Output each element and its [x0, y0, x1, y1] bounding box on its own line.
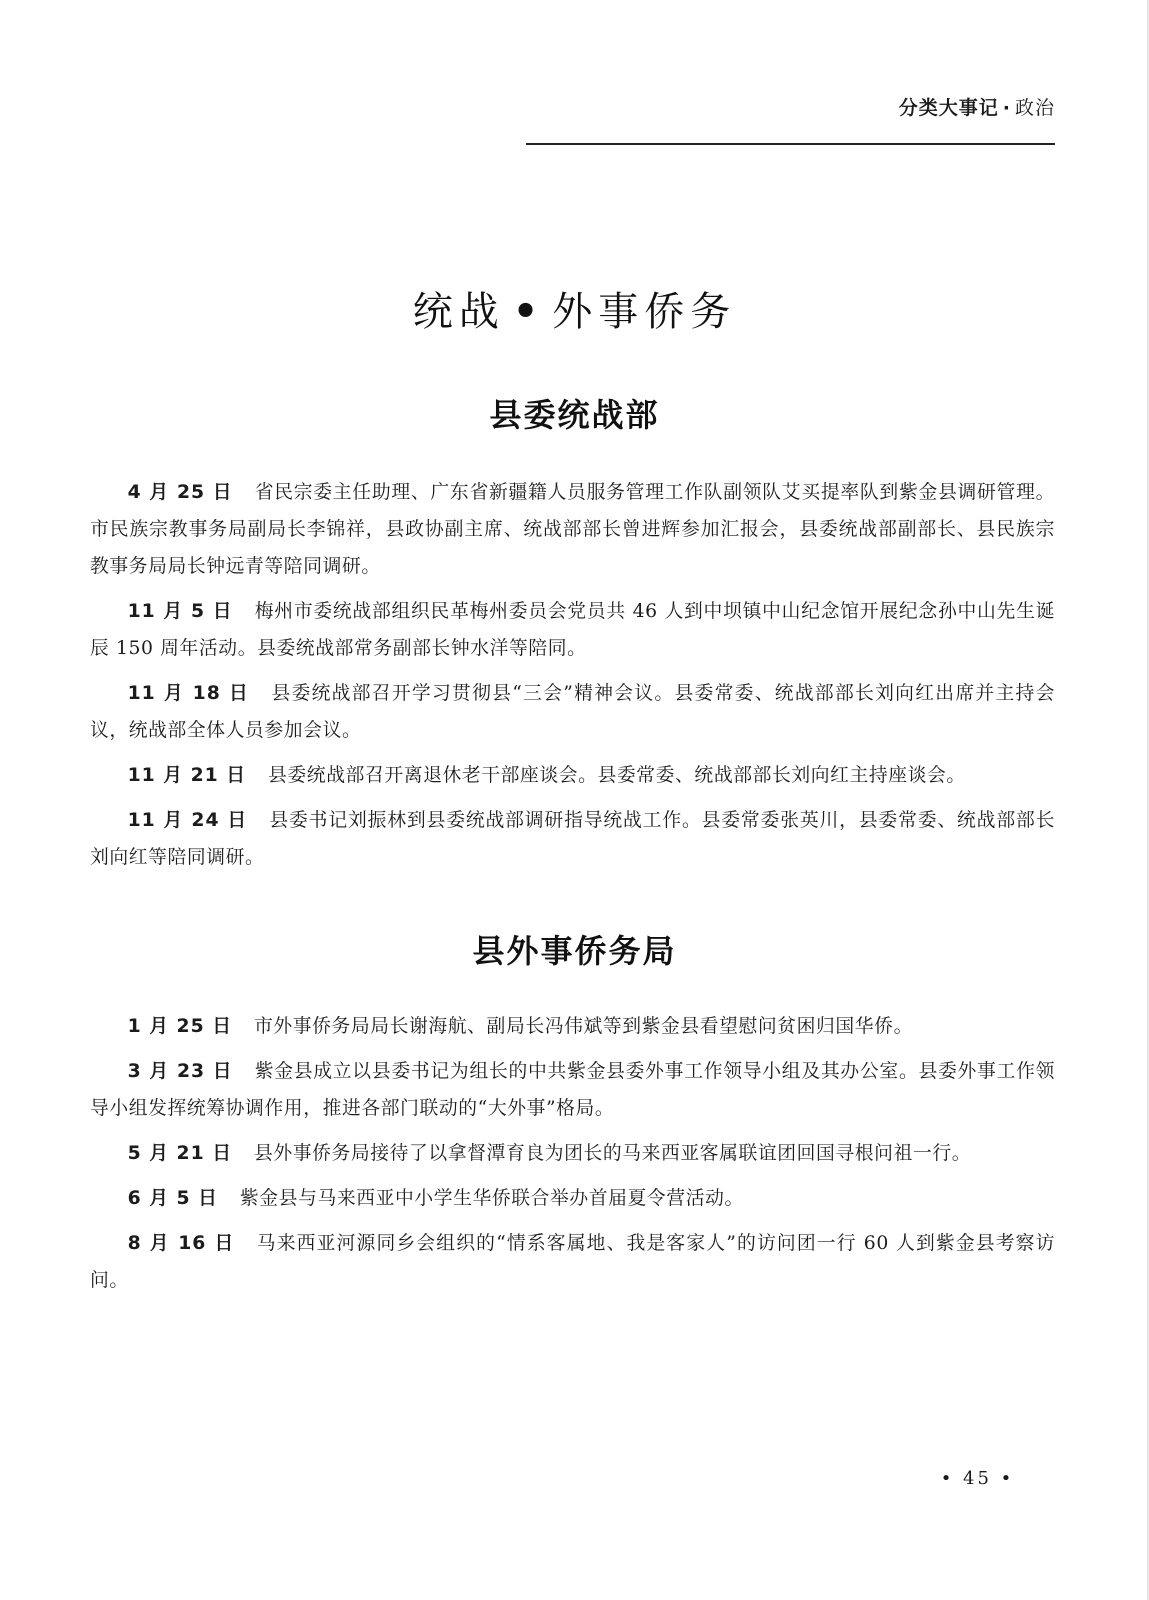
- event-entry: [90, 474, 1055, 585]
- header-category: 分类大事记: [898, 97, 999, 119]
- event-text: 紫金县成立以县委书记为组长的中共紫金县委外事工作领导小组及其办公室。县委外事工作领导小组发挥统筹协调作用，推进各部门联动的“大外事”格局。: [90, 1061, 1055, 1119]
- event-text: 县委统战部召开离退休老干部座谈会。县委常委、统战部部长刘向红主持座谈会。: [268, 765, 966, 786]
- event-date: 11 月 21 日: [127, 765, 247, 786]
- event-entry: [90, 675, 1055, 749]
- event-entry: [90, 1135, 1055, 1172]
- event-text: 县外事侨务局接待了以拿督潭育良为团长的马来西亚客属联谊团回国寻根问祖一行。: [253, 1143, 972, 1164]
- event-text: 县委书记刘振林到县委统战部调研指导统战工作。县委常委张英川，县委常委、统战部部长刘向红等陪同调研。: [90, 810, 1055, 868]
- running-header: [520, 93, 1055, 120]
- event-entry: [90, 1053, 1055, 1127]
- event-entry: [90, 1180, 1055, 1217]
- event-text: 市外事侨务局局长谢海航、副局长冯伟斌等到紫金县看望慰问贫困归国华侨。: [253, 1016, 913, 1037]
- event-text: 紫金县与马来西亚中小学生华侨联合举办首届夏令营活动。: [239, 1188, 744, 1209]
- title-separator: •: [512, 288, 545, 335]
- event-date: 1 月 25 日: [127, 1016, 232, 1037]
- event-entry: [90, 1008, 1055, 1045]
- section-entries-united-front: [90, 474, 1055, 884]
- header-rule: [526, 143, 1055, 145]
- event-text: 梅州市委统战部组织民革梅州委员会党员共 46 人到中坝镇中山纪念馆开展纪念孙中山先生诞辰 150 周年活动。县委统战部常务副部长钟水洋等陪同。: [90, 601, 1055, 659]
- header-separator: ·: [1002, 97, 1011, 119]
- event-entry: [90, 802, 1055, 876]
- event-date: 5 月 21 日: [127, 1143, 232, 1164]
- event-entry: [90, 593, 1055, 667]
- event-text: 马来西亚河源同乡会组织的“情系客属地、我是客家人”的访问团一行 60 人到紫金县考察访问。: [90, 1233, 1056, 1291]
- section-entries-foreign-affairs: [90, 1008, 1055, 1307]
- page-number: • 45 •: [940, 1468, 1015, 1489]
- event-entry: [90, 757, 1055, 794]
- title-right: 外事侨务: [552, 289, 737, 335]
- event-date: 11 月 5 日: [127, 601, 233, 622]
- section-heading-united-front: 县委统战部: [489, 396, 660, 434]
- event-date: 11 月 18 日: [127, 683, 250, 704]
- page-title: [0, 280, 1149, 337]
- event-date: 8 月 16 日: [127, 1233, 235, 1254]
- section-heading-foreign-affairs: 县外事侨务局: [472, 932, 677, 970]
- title-left: 统战: [412, 289, 505, 335]
- event-text: 县委统战部召开学习贯彻县“三会”精神会议。县委常委、统战部部长刘向红出席并主持会议，统战部全体人员参加会议。: [90, 683, 1056, 741]
- event-text: 省民宗委主任助理、广东省新疆籍人员服务管理工作队副领队艾买提率队到紫金县调研管理。市民族宗教事务局副局长李锦祥，县政协副主席、统战部部长曾进辉参加汇报会，县委统战部副部长、县民族宗教事务局局长钟远青等陪同调研。: [90, 482, 1055, 577]
- event-date: 3 月 23 日: [127, 1061, 233, 1082]
- event-date: 4 月 25 日: [127, 482, 233, 503]
- event-date: 6 月 5 日: [127, 1188, 218, 1209]
- event-date: 11 月 24 日: [127, 810, 248, 831]
- header-subcategory: 政治: [1014, 97, 1055, 119]
- event-entry: [90, 1225, 1055, 1299]
